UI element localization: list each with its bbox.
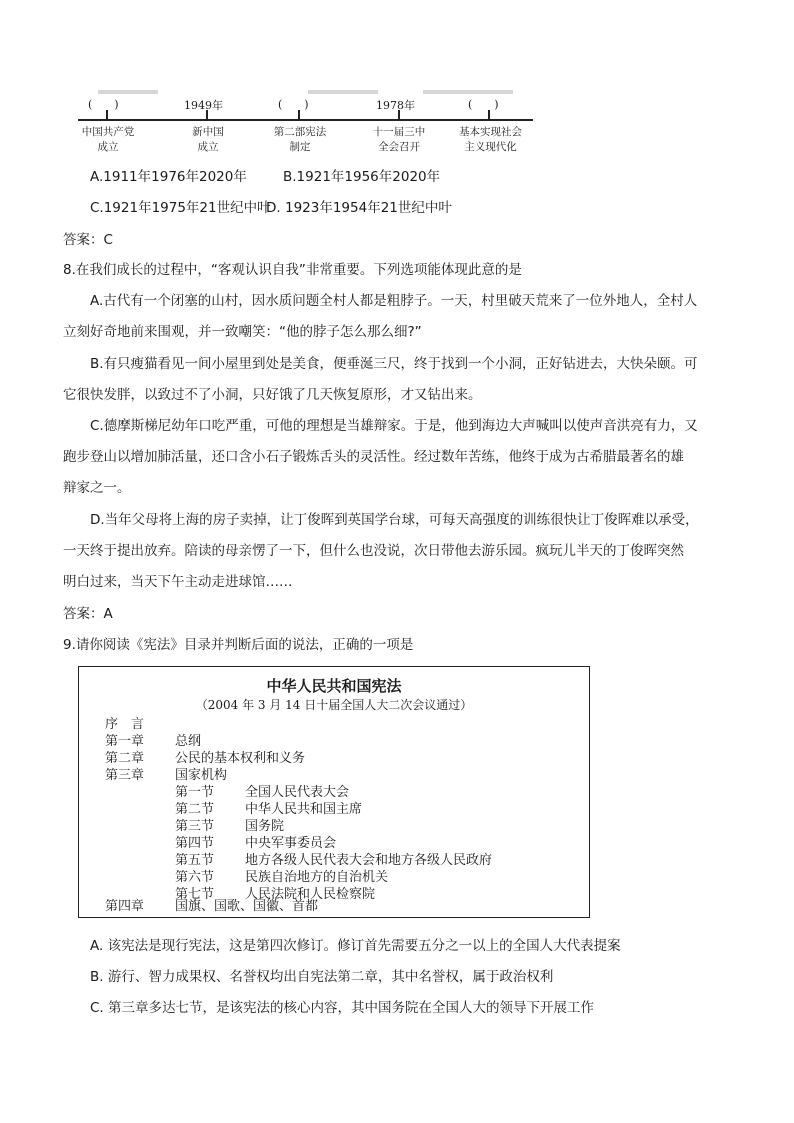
q8-option-d-line3: 明白过来，当天下午主动走进球馆…… — [63, 574, 293, 590]
timeline-event: 第二部宪法 制定 — [273, 126, 327, 153]
toc-row-text: 地方各级人民代表大会和地方各级人民政府 — [245, 853, 493, 868]
toc-row-label: 第五节 — [175, 853, 215, 868]
toc-row-text: 中央军事委员会 — [245, 836, 337, 851]
scan-artifact — [98, 90, 158, 94]
timeline-blank: ( ) — [278, 98, 309, 111]
toc-row-text: 国家机构 — [175, 768, 228, 783]
q8-option-b-line2: 它很快发胖，以致过不了小洞，只好饿了几天恢复原形，才又钻出来。 — [63, 387, 482, 403]
q7-answer: 答案：C — [63, 232, 113, 248]
q8-option-a-line2: 立刻好奇地前来围观，并一致嘲笑：“他的脖子怎么那么细?” — [63, 324, 422, 340]
q7-option-b: B.1921年1956年2020年 — [283, 169, 441, 185]
q8-option-c-line1: C.德摩斯梯尼幼年口吃严重，可他的理想是当雄辩家。于是，他到海边大声喊叫以使声音洪亮有力，又 — [90, 418, 698, 434]
q8-option-c-line3: 辩家之一。 — [63, 480, 131, 496]
toc-row-text: 国旗、国歌、国徽、首都 — [175, 899, 319, 914]
constitution-toc-figure — [78, 666, 590, 918]
toc-row-label: 第四节 — [175, 836, 215, 851]
q8-option-c-line2: 跑步登山以增加肺活量，还口含小石子锻炼舌头的灵活性。经过数年苦练，他终于成为古希腊最著名的雄 — [63, 449, 684, 465]
q8-option-d-line1: D.当年父母将上海的房子卖掉，让丁俊晖到英国学台球，可每天高强度的训练很快让丁俊晖难以承受， — [90, 512, 699, 528]
timeline-year: 1978年 — [376, 99, 415, 112]
toc-row-label: 第二章 — [105, 751, 145, 766]
q8-option-a-line1: A.古代有一个闭塞的山村，因水质问题全村人都是粗脖子。一天，村里破天荒来了一位外地人，全村人 — [90, 293, 698, 309]
toc-row-text: 全国人民代表大会 — [245, 785, 350, 800]
timeline-blank: ( ) — [468, 98, 499, 111]
q9-option-c: C. 第三章多达七节，是该宪法的核心内容，其中国务院在全国人大的领导下开展工作 — [90, 1000, 595, 1016]
q7-option-a: A.1911年1976年2020年 — [90, 169, 247, 185]
toc-subtitle: （2004 年 3 月 14 日十届全国人大二次会议通过） — [195, 698, 473, 712]
toc-row-label: 第一节 — [175, 785, 215, 800]
timeline-blank: ( ) — [88, 98, 119, 111]
timeline-year: 1949年 — [184, 99, 223, 112]
timeline-event: 新中国 成立 — [192, 126, 224, 153]
timeline-axis — [78, 119, 533, 121]
q7-option-d: D. 1923年1954年21世纪中叶 — [266, 200, 452, 216]
scan-artifact — [308, 90, 378, 94]
q7-option-c: C.1921年1975年21世纪中叶 — [90, 200, 271, 216]
toc-row-text: 国务院 — [245, 819, 285, 834]
toc-row-label: 第三章 — [105, 768, 145, 783]
toc-row-label: 第三节 — [175, 819, 215, 834]
toc-row-text: 民族自治地方的自治机关 — [245, 870, 389, 885]
toc-row-text: 中华人民共和国主席 — [245, 802, 363, 817]
toc-row-label: 第六节 — [175, 870, 215, 885]
timeline-event: 基本实现社会 主义现代化 — [459, 126, 522, 153]
timeline-figure — [78, 88, 533, 158]
scan-artifact — [423, 90, 513, 94]
q9-option-a: A. 该宪法是现行宪法，这是第四次修订。修订首先需要五分之一以上的全国人大代表提案 — [90, 938, 621, 954]
toc-row-label: 序 言 — [105, 717, 145, 732]
toc-row-text: 人民法院和人民检察院 — [245, 887, 376, 902]
toc-row-text: 总纲 — [175, 734, 202, 749]
q8-option-d-line2: 一天终于提出放弃。陪读的母亲愣了一下，但什么也没说，次日带他去游乐园。疯玩儿半天的丁俊晖突然 — [63, 543, 684, 559]
toc-row-label: 第一章 — [105, 734, 145, 749]
timeline-event: 十一届三中 全会召开 — [372, 126, 426, 153]
q8-answer: 答案：A — [63, 606, 113, 622]
q9-option-b: B. 游行、智力成果权、名誉权均出自宪法第二章，其中名誉权，属于政治权利 — [90, 969, 554, 985]
q8-option-b-line1: B.有只瘦猫看见一间小屋里到处是美食，便垂涎三尺，终于找到一个小洞，正好钻进去，大快朵颐。可 — [90, 356, 698, 372]
timeline-event: 中国共产党 成立 — [81, 126, 135, 153]
q8-stem: 8.在我们成长的过程中，“客观认识自我”非常重要。下列选项能体现此意的是 — [63, 262, 522, 278]
toc-row-text: 公民的基本权利和义务 — [175, 751, 306, 766]
toc-row-label: 第七节 — [175, 887, 215, 902]
q9-stem: 9.请你阅读《宪法》目录并判断后面的说法，正确的一项是 — [63, 637, 414, 653]
toc-row-label: 第二节 — [175, 802, 215, 817]
toc-title: 中华人民共和国宪法 — [266, 677, 402, 695]
toc-row-label: 第四章 — [105, 899, 145, 914]
